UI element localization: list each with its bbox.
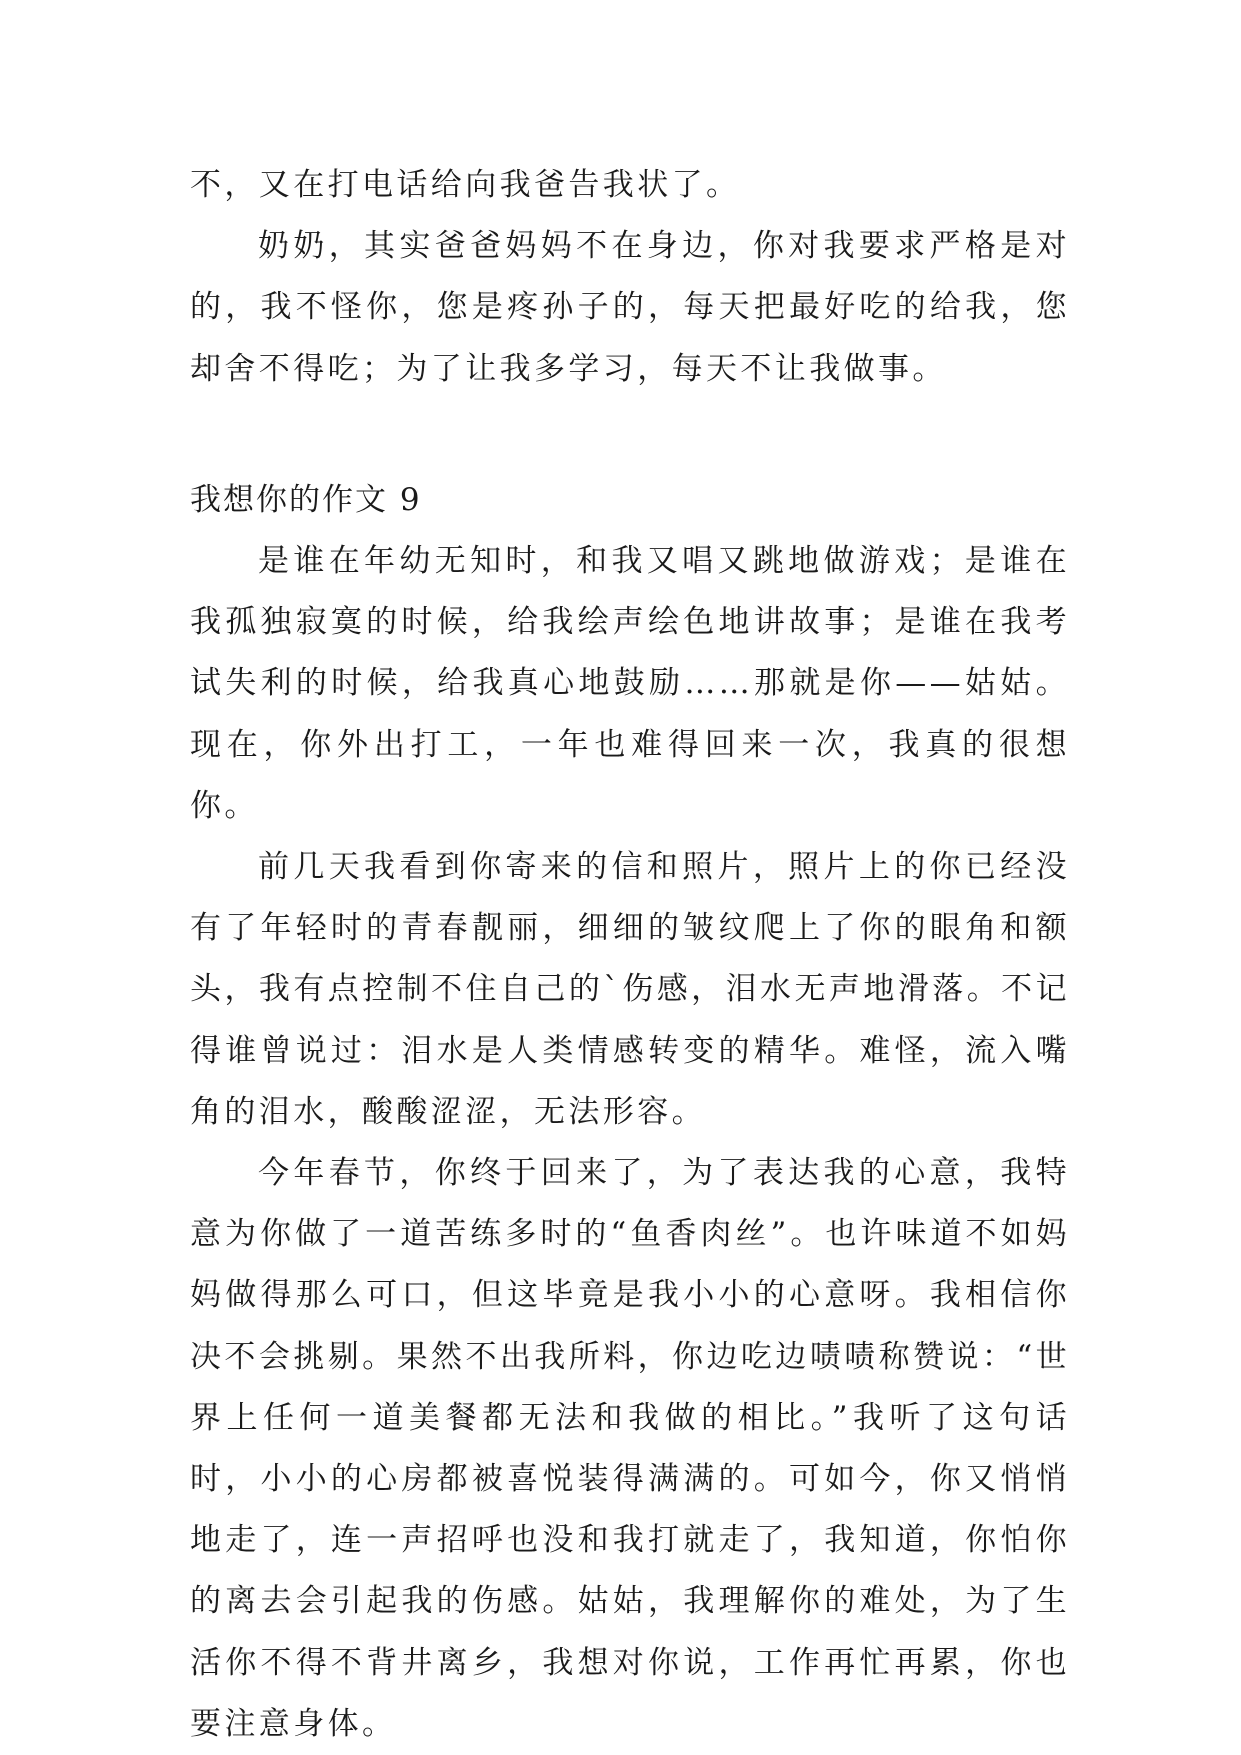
paragraph-aunt-intro: 是谁在年幼无知时，和我又唱又跳地做游戏；是谁在我孤独寂寞的时候，给我绘声绘色地讲故事；是谁在我考试失利的时候，给我真心地鼓励……那就是你——姑姑。现在，你外出打工，一年也难得回来一次，我真的很想你。 bbox=[190, 543, 1070, 824]
section-title: 我想你的作文 9 bbox=[190, 481, 422, 518]
paragraph-photo: 前几天我看到你寄来的信和照片，照片上的你已经没有了年轻时的青春靓丽，细细的皱纹爬上了你的眼角和额头，我有点控制不住自己的`伤感，泪水无声地滑落。不记得谁曾说过：泪水是人类情感转变的精华。难怪，流入嘴角的泪水，酸酸涩涩，无法形容。 bbox=[190, 849, 1070, 1130]
document-body bbox=[190, 155, 1070, 1755]
paragraph-spring-festival: 今年春节，你终于回来了，为了表达我的心意，我特意为你做了一道苦练多时的“鱼香肉丝”。也许味道不如妈妈做得那么可口，但这毕竟是我小小的心意呀。我相信你决不会挑剔。果然不出我所料，你边吃边啧啧称赞说：“世界上任何一道美餐都无法和我做的相比。”我听了这句话时，小小的心房都被喜悦装得满满的。可如今，你又悄悄地走了，连一声招呼也没和我打就走了，我知道，你怕你的离去会引起我的伤感。姑姑，我理解你的难处，为了生活你不得不背井离乡，我想对你说，工作再忙再累，你也要注意身体。 bbox=[190, 1155, 1070, 1742]
paragraph-continuation: 不，又在打电话给向我爸告我状了。 bbox=[190, 167, 741, 203]
paragraph-grandma: 奶奶，其实爸爸妈妈不在身边，你对我要求严格是对的，我不怪你，您是疼孙子的，每天把最好吃的给我，您却舍不得吃；为了让我多学习，每天不让我做事。 bbox=[190, 228, 1070, 387]
